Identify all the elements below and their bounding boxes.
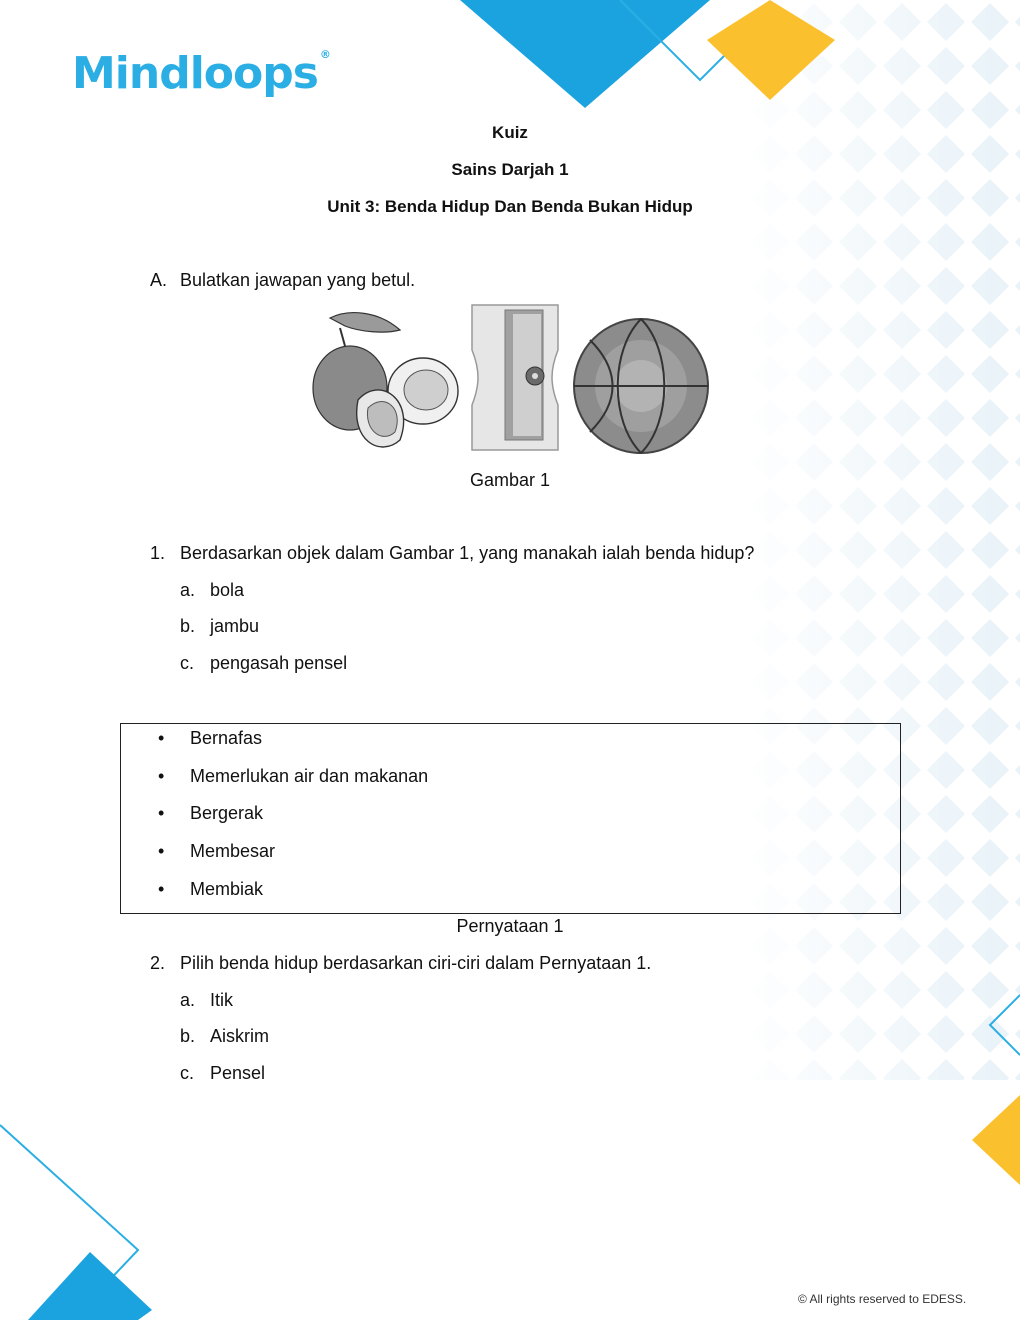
bullet-icon: •	[158, 879, 165, 899]
bullet-icon: •	[158, 841, 165, 861]
figure-caption: Gambar 1	[469, 470, 551, 490]
section-a-marker: A.	[150, 270, 168, 290]
question-2-text: Pilih benda hidup berdasarkan ciri-ciri dalam Pernyataan 1.	[180, 953, 652, 973]
statement-item: Membiak	[190, 879, 264, 899]
statement-item: Membesar	[190, 841, 276, 861]
bullet-icon: •	[158, 728, 165, 748]
q1-option-letter: b.	[180, 616, 196, 636]
q2-option-text: Pensel	[210, 1063, 266, 1083]
q2-option-text: Itik	[210, 990, 234, 1010]
subject-title: Sains Darjah 1	[451, 160, 569, 179]
ball-icon	[574, 319, 708, 453]
q1-option-letter: c.	[180, 653, 195, 673]
q1-option-text: pengasah pensel	[210, 653, 348, 673]
mindloops-logo	[72, 48, 330, 99]
section-a-instruction: Bulatkan jawapan yang betul.	[180, 270, 416, 290]
q2-option-letter: c.	[180, 1063, 195, 1083]
question-1-number: 1.	[150, 543, 166, 563]
question-1-text: Berdasarkan objek dalam Gambar 1, yang manakah ialah benda hidup?	[180, 543, 755, 563]
q1-option-text: jambu	[210, 616, 260, 636]
statement-item: Bergerak	[190, 803, 264, 823]
q2-option-letter: a.	[180, 990, 196, 1010]
q1-option-letter: a.	[180, 580, 196, 600]
guava-icon	[313, 313, 458, 447]
logo-text: Mindloops	[72, 48, 318, 99]
question-2-number: 2.	[150, 953, 166, 973]
registered-mark: ®	[319, 48, 330, 61]
bullet-icon: •	[158, 766, 165, 786]
figure-1	[300, 300, 720, 460]
q1-option-text: bola	[210, 580, 245, 600]
copyright-footer: © All rights reserved to EDESS.	[798, 1292, 967, 1306]
q2-option-letter: b.	[180, 1026, 196, 1046]
page-title: Kuiz	[492, 123, 528, 142]
bullet-icon: •	[158, 803, 165, 823]
unit-title: Unit 3: Benda Hidup Dan Benda Bukan Hidup	[327, 197, 693, 216]
statement-item: Bernafas	[190, 728, 263, 748]
sharpener-icon	[472, 305, 558, 450]
statement-caption: Pernyataan 1	[456, 916, 564, 936]
q2-option-text: Aiskrim	[210, 1026, 269, 1046]
statement-item: Memerlukan air dan makanan	[190, 766, 429, 786]
